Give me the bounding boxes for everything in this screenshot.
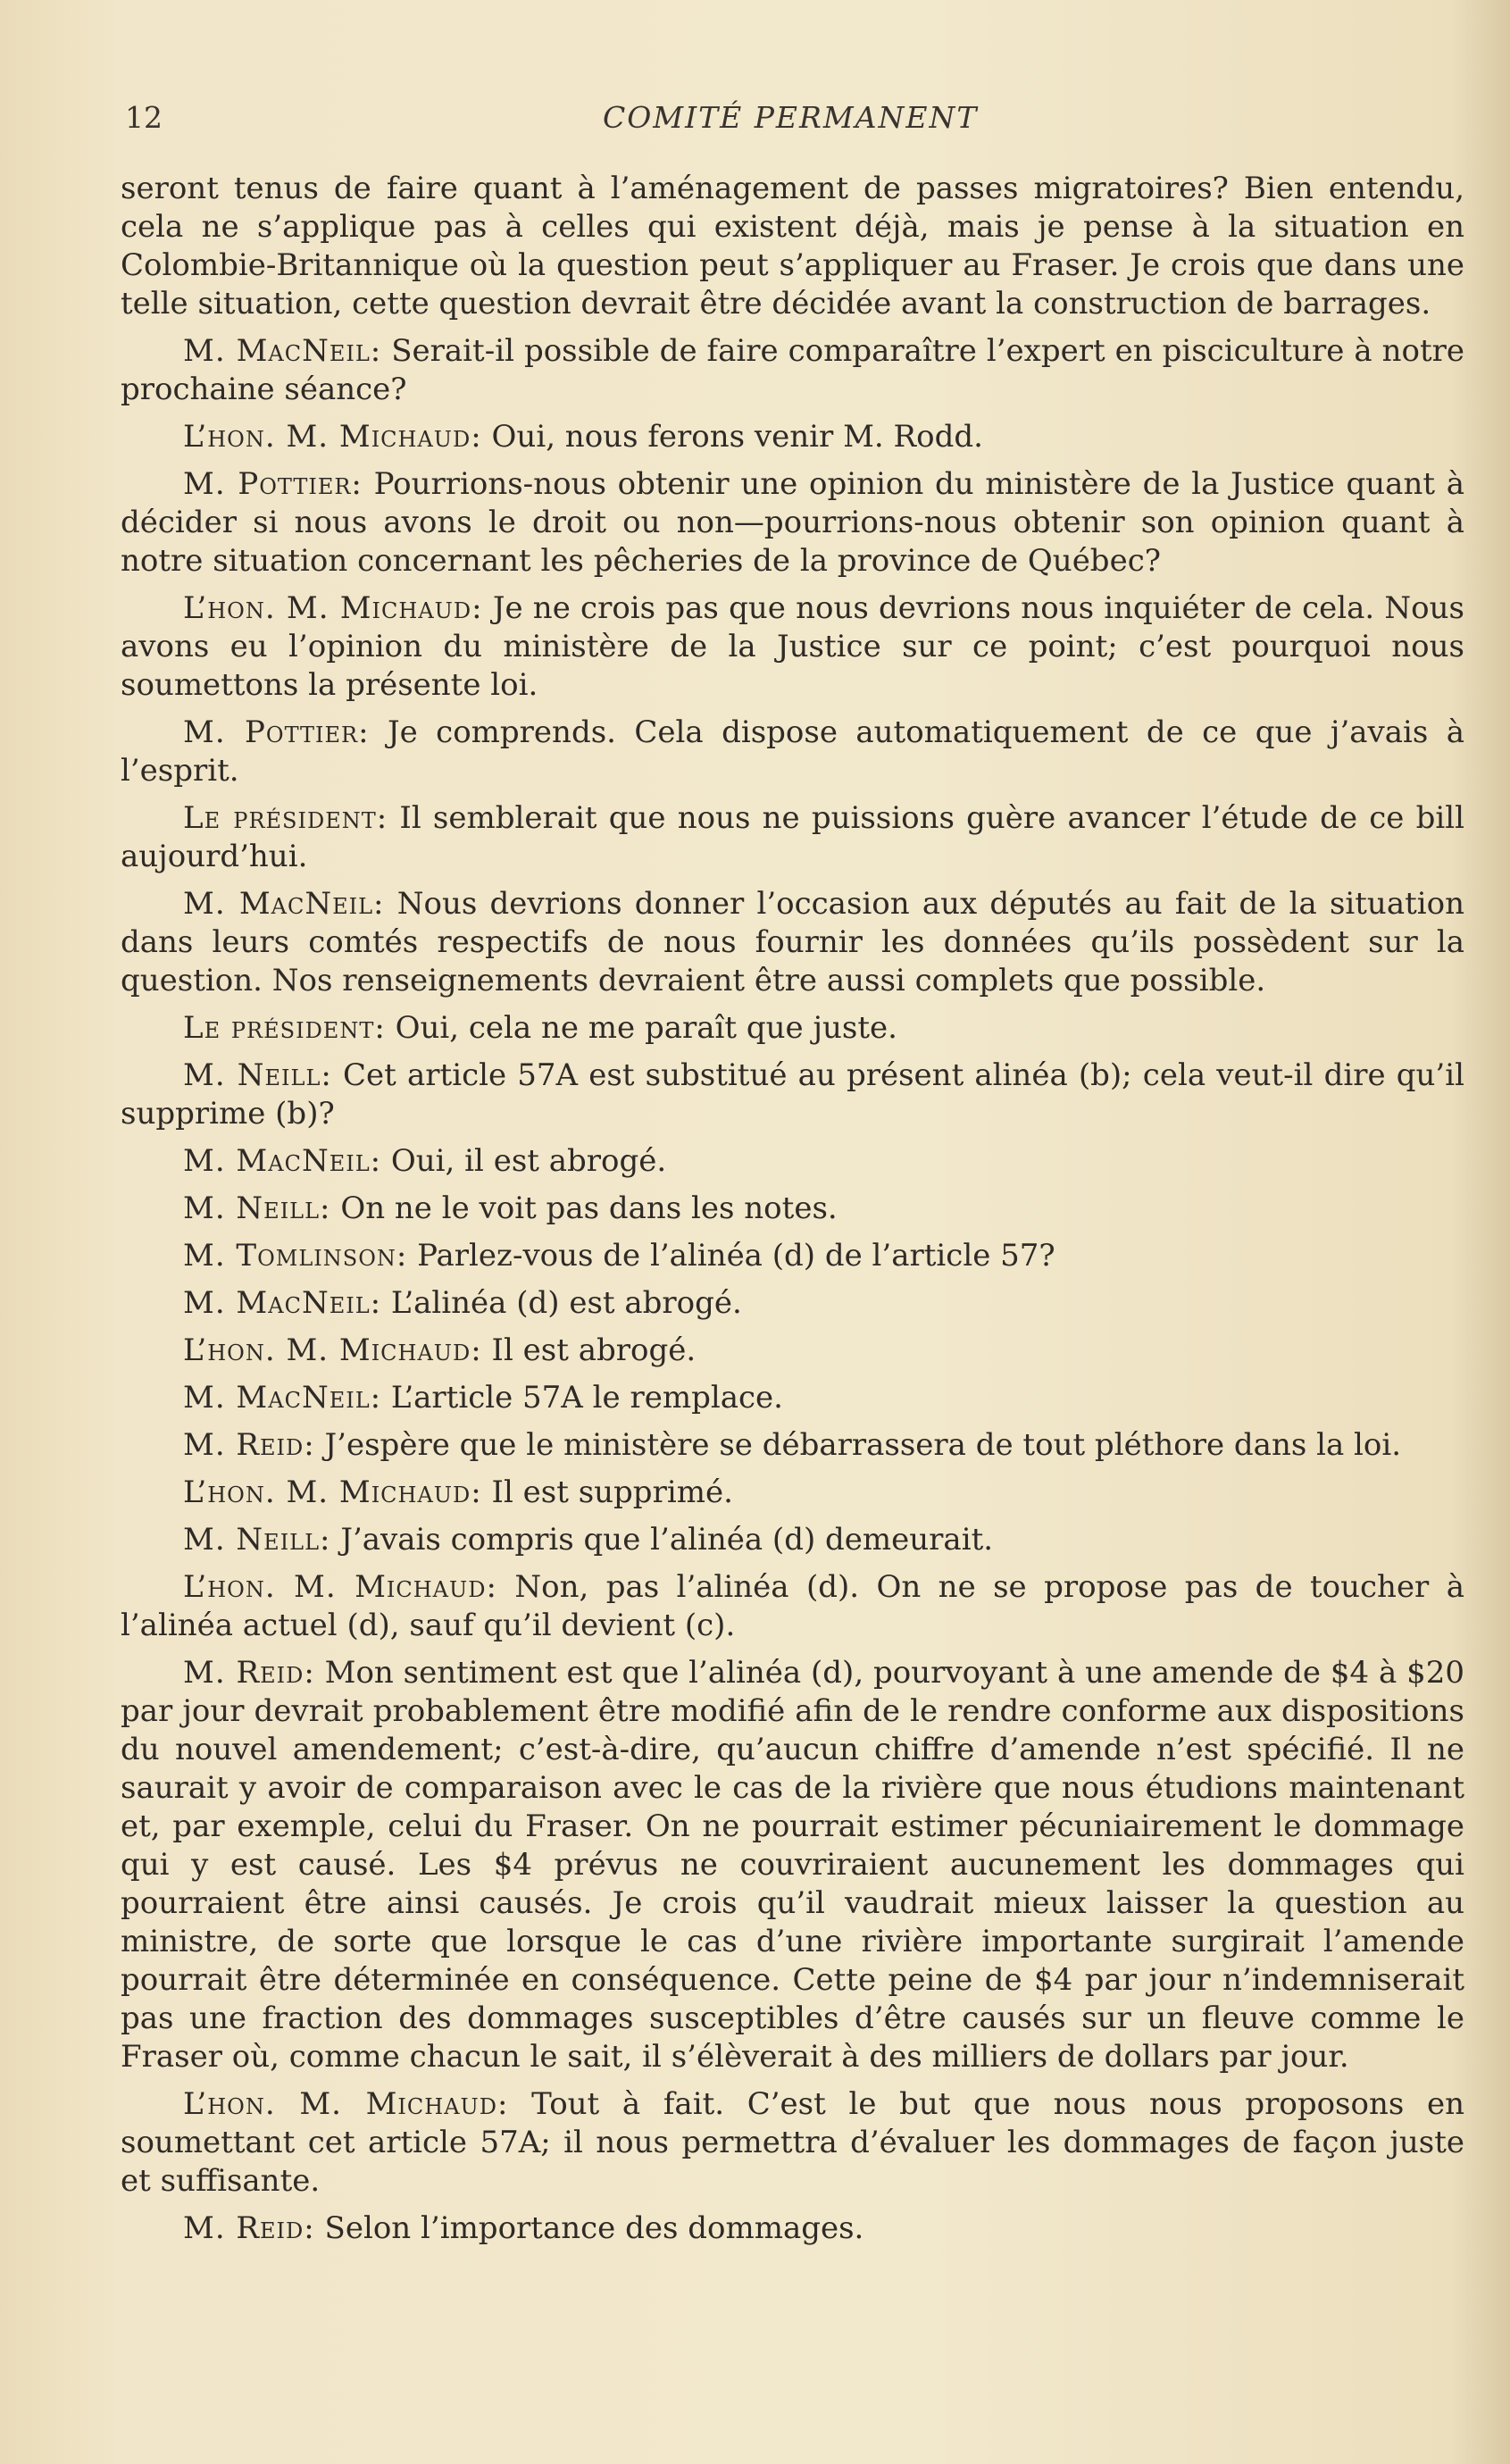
speech-text: J’espère que le ministère se débarrassera de tout pléthore dans la loi. [324,1427,1402,1463]
transcript-paragraph [121,2085,1464,2201]
transcript-paragraph [121,1190,1464,1228]
speaker-name: M. Pottier: [183,466,363,502]
speaker-name: M. Pottier: [183,714,370,750]
speaker-name: M. Reid: [183,1427,315,1463]
speaker-name: M. Neill: [183,1190,331,1226]
transcript-paragraph [121,1379,1464,1417]
transcript-paragraph [121,714,1464,790]
speech-text: Tout à fait. C’est le but que nous nous proposons en soumettant cet article 57A; il nous permettra d’évaluer les dommages de façon juste et suffisante. [121,2086,1465,2199]
speaker-name: L’hon. M. Michaud: [183,1474,482,1510]
speech-text: Parlez-vous de l’alinéa (d) de l’article 57? [417,1238,1055,1274]
speech-text: Selon l’importance des dommages. [324,2210,864,2246]
speaker-name: M. MacNeil: [183,886,385,922]
speaker-name: M. Reid: [183,1655,315,1691]
speech-text: Serait-il possible de faire comparaître l’expert en pisciculture à notre prochaine séance? [121,333,1464,407]
speech-text: Il est supprimé. [491,1474,733,1510]
page-header [125,100,1451,145]
transcript-paragraph [121,332,1464,409]
speech-text: L’article 57A le remplace. [390,1380,783,1416]
speaker-name: M. MacNeil: [183,1143,382,1179]
speaker-name: M. Tomlinson: [183,1238,408,1274]
speaker-name: L’hon. M. Michaud: [183,1569,497,1605]
transcript-paragraph [121,465,1464,581]
speaker-name: M. Neill: [183,1057,332,1093]
transcript-paragraph [121,1057,1464,1133]
speech-text: On ne le voit pas dans les notes. [340,1190,838,1226]
transcript-paragraph [121,1009,1464,1048]
speech-text: Oui, il est abrogé. [390,1143,667,1179]
running-title: COMITÉ PERMANENT [603,100,979,135]
speaker-name: M. MacNeil: [183,333,382,369]
transcript-paragraph [121,1474,1464,1512]
speaker-name: L’hon. M. Michaud: [183,419,482,455]
speech-text: Nous devrions donner l’occasion aux députés au fait de la situation dans leurs comtés respectifs de nous fournir les données qu’ils possèdent sur la question. Nos renseignements devraient être aussi complets que possible. [121,886,1465,998]
speech-text: Oui, nous ferons venir M. Rodd. [491,419,983,455]
speech-text: Cet article 57A est substitué au présent alinéa (b); cela veut-il dire qu’il supprime (b)? [121,1057,1464,1132]
speech-text: Il semblerait que nous ne puissions guère avancer l’étude de ce bill aujourd’hui. [121,800,1465,874]
transcript-paragraph [121,1654,1464,2076]
page-number: 12 [125,100,163,135]
speaker-name: M. Neill: [183,1522,331,1558]
speaker-name: M. MacNeil: [183,1285,382,1321]
speech-text: seront tenus de faire quant à l’aménagement de passes migratoires? Bien entendu, cela ne s’applique pas à celles qui existent déjà, mais je pense à la situation en Colombie-Britannique où la question peut s’appliquer au Fraser. Je crois que dans une telle situation, cette question devrait être décidée avant la construction de barrages. [121,171,1464,322]
transcript-paragraph [121,589,1464,705]
speech-text: Oui, cela ne me paraît que juste. [395,1010,897,1046]
speech-text: Il est abrogé. [491,1332,697,1368]
transcript-paragraph [121,799,1464,876]
speaker-name: L’hon. M. Michaud: [183,1332,482,1368]
transcript-paragraph [121,1237,1464,1275]
speech-text: J’avais compris que l’alinéa (d) demeurait. [340,1522,994,1558]
transcript-paragraph [121,170,1464,323]
transcript-paragraph [121,1568,1464,1645]
speaker-name: Le président: [183,800,388,836]
speaker-name: Le président: [183,1010,386,1046]
transcript-paragraph [121,2209,1464,2248]
transcript-paragraph [121,1142,1464,1181]
speaker-name: L’hon. M. Michaud: [183,2086,509,2122]
transcript-body [121,170,1464,2257]
transcript-paragraph [121,418,1464,456]
speech-text: Je ne crois pas que nous devrions nous inquiéter de cela. Nous avons eu l’opinion du ministère de la Justice sur ce point; c’est pourquoi nous soumettons la présente loi. [121,590,1464,703]
speaker-name: M. Reid: [183,2210,315,2246]
speaker-name: M. MacNeil: [183,1380,382,1416]
speech-text: Je comprends. Cela dispose automatiquement de ce que j’avais à l’esprit. [121,714,1465,789]
transcript-paragraph [121,1521,1464,1559]
transcript-paragraph [121,1426,1464,1465]
transcript-paragraph [121,1332,1464,1370]
transcript-paragraph [121,885,1464,1000]
speaker-name: L’hon. M. Michaud: [183,590,483,626]
speech-text: Pourrions-nous obtenir une opinion du ministère de la Justice quant à décider si nous avons le droit ou non—pourrions-nous obtenir son opinion quant à notre situation concernant les pêcheries de la province de Québec? [121,466,1464,579]
speech-text: L’alinéa (d) est abrogé. [390,1285,742,1321]
transcript-paragraph [121,1284,1464,1323]
speech-text: Mon sentiment est que l’alinéa (d), pourvoyant à une amende de $4 à $20 par jour devrait probablement être modifié afin de le rendre conforme aux dispositions du nouvel amendement; c’est-à-dire, qu’aucun chiffre d’amende n’est spécifié. Il ne saurait y avoir de comparaison avec le cas de la rivière que nous étudions maintenant et, par exemple, celui du Fraser. On ne pourrait estimer pécuniairement le dommage qui y est causé. Les $4 prévus ne couvriraient aucunement les dommages qui pourraient être ainsi causés. Je crois qu’il vaudrait mieux laisser la question au ministre, de sorte que lorsque le cas d’une rivière importante surgirait l’amende pourrait être déterminée en conséquence. Cette peine de $4 par jour n’indemniserait pas une fraction des dommages susceptibles d’être causés sur un fleuve comme le Fraser où, comme chacun le sait, il s’élèverait à des milliers de dollars par jour. [121,1655,1464,2075]
speech-text: Non, pas l’alinéa (d). On ne se propose pas de toucher à l’alinéa actuel (d), sauf qu’il devient (c). [121,1569,1464,1643]
